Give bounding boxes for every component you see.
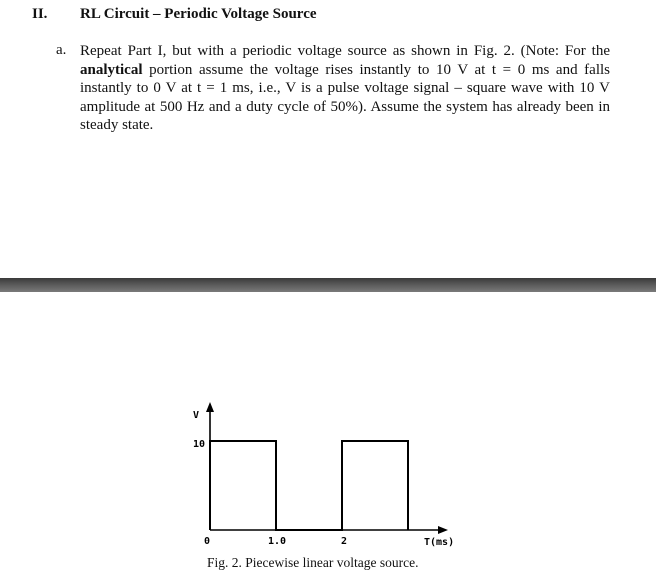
y-axis-arrow: [206, 402, 214, 412]
x-tick-label-0: 0: [204, 536, 211, 547]
figure-2: [180, 395, 480, 555]
square-wave-series: [210, 441, 408, 530]
x-tick-label-2: 2: [341, 536, 348, 547]
x-axis-arrow: [438, 526, 448, 534]
y-tick-label-10: 10: [193, 439, 206, 450]
x-axis-label: T(ms): [424, 537, 455, 548]
y-axis-label: V: [193, 410, 200, 421]
figure-caption: Fig. 2. Piecewise linear voltage source.: [207, 555, 419, 570]
list-item-text: [80, 42, 610, 135]
section-number: II.: [32, 6, 48, 22]
bold-analytical: analytical: [80, 61, 143, 78]
text-part-2: portion assume the voltage rises instantly to 10 V at t = 0 ms and falls instantly to 0 V at t = 1 ms, i.e., V is a pulse voltage signal – square wave with 10 V amplitude at 500 Hz and a duty cycle of 50%). Assume the system has already been in steady state.: [80, 61, 610, 134]
section-title: RL Circuit – Periodic Voltage Source: [80, 6, 317, 22]
page-divider: [0, 278, 656, 292]
text-part-1: Repeat Part I, but with a periodic voltage source as shown in Fig. 2. (Note: For the: [80, 43, 610, 59]
voltage-plot: [180, 395, 480, 555]
x-tick-label-1: 1.0: [268, 536, 287, 547]
list-item-marker: a.: [56, 42, 67, 58]
